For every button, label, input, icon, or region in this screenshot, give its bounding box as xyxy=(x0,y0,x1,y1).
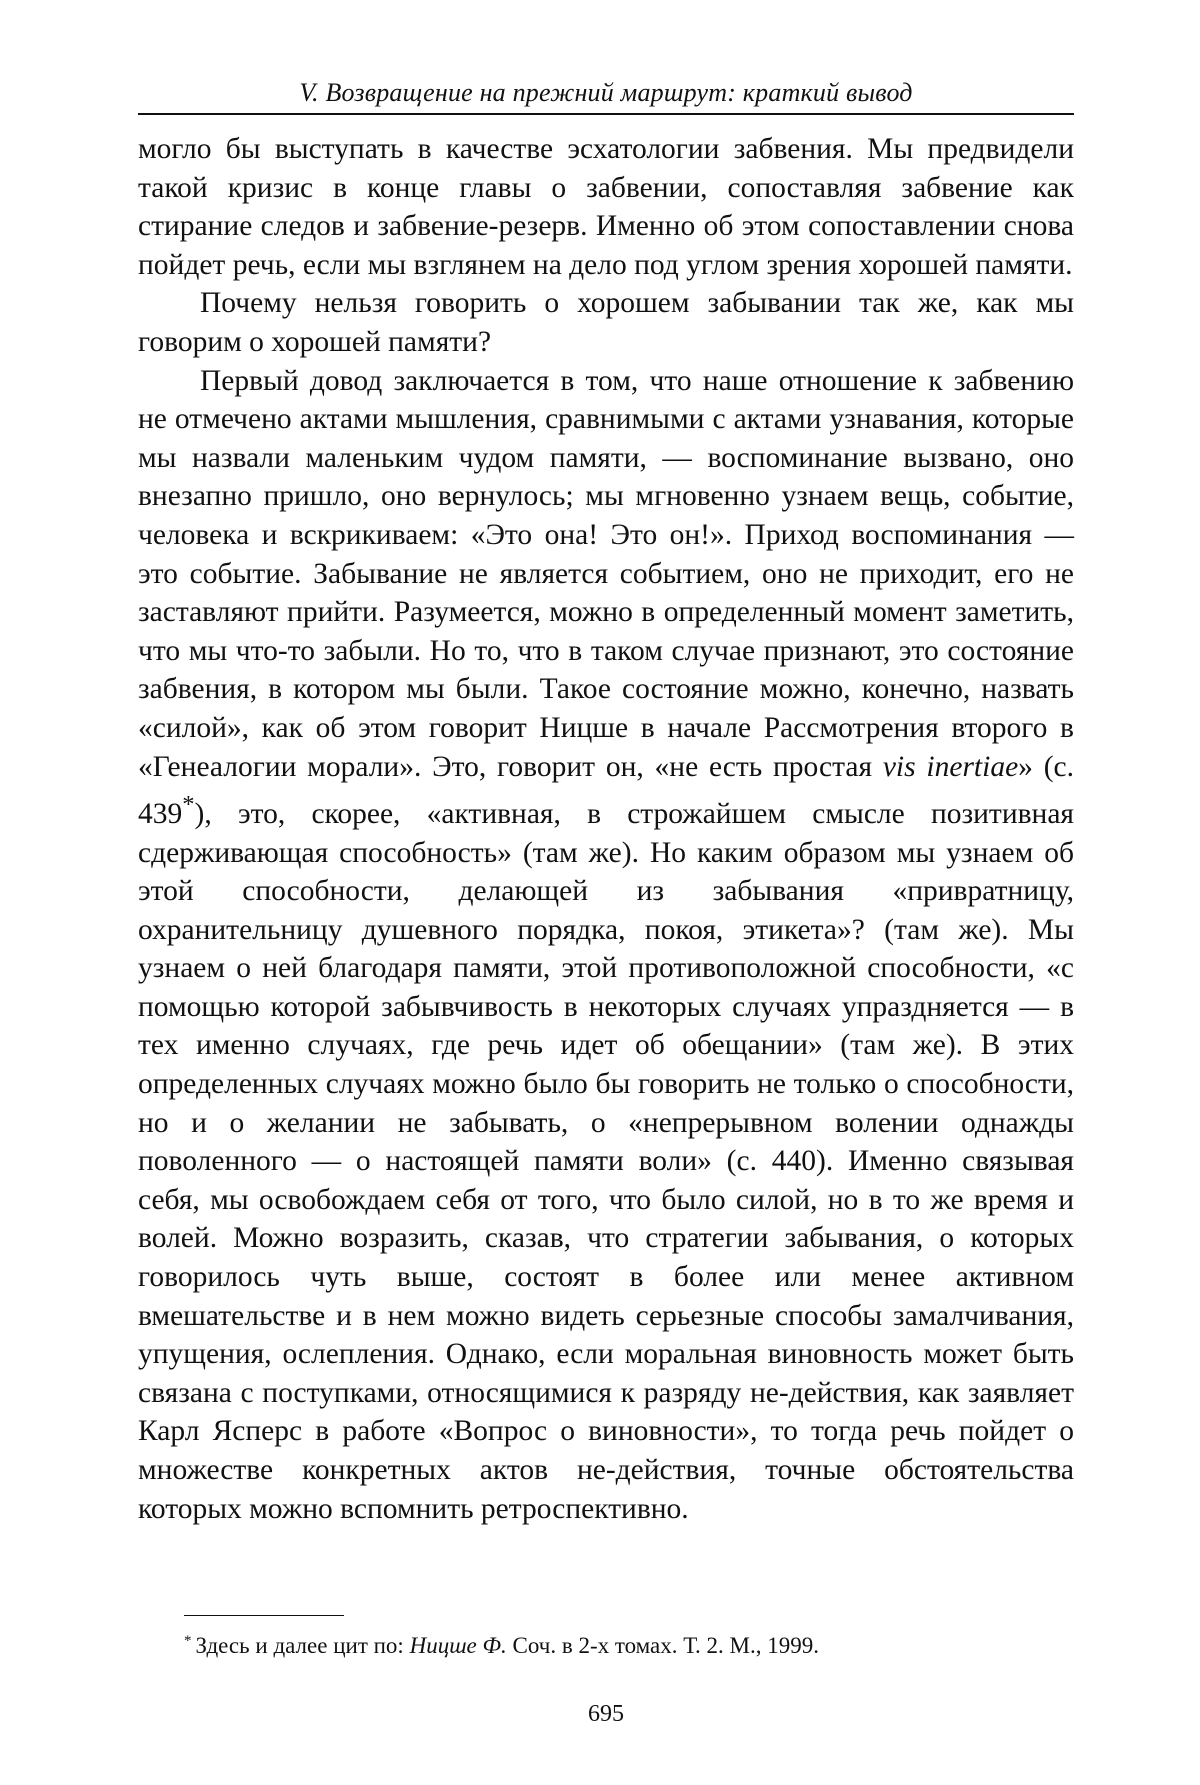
running-header: V. Возвращение на прежний маршрут: краткий вывод xyxy=(299,78,913,107)
page-number: 695 xyxy=(588,1701,624,1727)
footnote-mark: * xyxy=(184,1633,192,1649)
footnote xyxy=(184,1627,1074,1660)
main-text xyxy=(138,130,1074,1528)
footnote-reference-mark: * xyxy=(182,791,195,819)
paragraph-2: Почему нельзя говорить о хорошем забывании так же, как мы говорим о хорошей памяти? xyxy=(138,287,1074,358)
paragraph-3-part-c: ), это, скорее, «активная, в строжайшем смысле позитивная сдерживающая способность» (там же). Но каким образом мы узнаем об этой способности, делающей из забывания «привратницу, охранительницу душевного порядка, покоя, этикета»? (там же). Мы узнаем о ней благодаря памяти, этой противоположной способности, «с помощью которой забывчивость в некоторых случаях упраздняется — в тех именно случаях, где речь идет об обещании» (там же). В этих определенных случаях можно было бы говорить не только о способности, но и о желании не забывать, о «непрерывном волении однажды поволенного — о настоящей памяти воли» (с. 440). Именно связывая себя, мы освобождаем себя от того, что было силой, но в то же время и волей. Можно возразить, сказав, что стратегии забывания, о которых говорилось чуть выше, состоят в более или менее активном вмешательстве и в нем можно видеть серьезные способы замалчивания, упущения, ослепления. Однако, если моральная виновность может быть связана с поступками, относящимися к разряду не-действия, как заявляет Карл Ясперс в работе «Вопрос о виновности», то тогда речь пойдет о множестве конкретных актов не-действия, точные обстоятельства которых можно вспомнить ретроспективно. xyxy=(138,797,1074,1525)
footnote-rule xyxy=(184,1615,344,1616)
footnote-text-after: Соч. в 2-х томах. Т. 2. М., 1999. xyxy=(506,1633,819,1658)
paragraph-1: могло бы выступать в качестве эсхатологии забвения. Мы предвидели такой кризис в конце главы о забвении, сопоставляя забвение как стирание следов и забвение-резерв. Именно об этом сопоставлении снова пойдет речь, если мы взглянем на дело под углом зрения хорошей памяти. xyxy=(138,133,1074,281)
latin-term-vis-inertiae: vis inertiae xyxy=(882,750,1019,783)
footnote-author: Ницше Ф. xyxy=(409,1633,507,1658)
paragraph-3 xyxy=(138,362,1074,1529)
paragraph-3-part-a: Первый довод заключается в том, что наше отношение к забвению не отмечено актами мышления, сравнимыми с актами узнавания, которые мы назвали маленьким чудом памяти, — воспоминание вызвано, оно внезапно пришло, оно вернулось; мы мгновенно узнаем вещь, событие, человека и вскрикиваем: «Это она! Это он!». Приход воспоминания — это событие. Забывание не является событием, оно не приходит, его не заставляют прийти. Разумеется, можно в определенный момент заметить, что мы что-то забыли. Но то, что в таком случае признают, это состояние забвения, в котором мы были. Такое состояние можно, конечно, назвать «силой», как об этом говорит Ницше в начале Рассмотрения второго в «Генеалогии морали». Это, говорит он, «не есть простая xyxy=(138,364,1074,783)
footnote-text-before: Здесь и далее цит по: xyxy=(195,1633,410,1658)
paragraph-3-part-b: » (с. 439 xyxy=(138,750,1075,830)
header-rule xyxy=(138,113,1074,115)
